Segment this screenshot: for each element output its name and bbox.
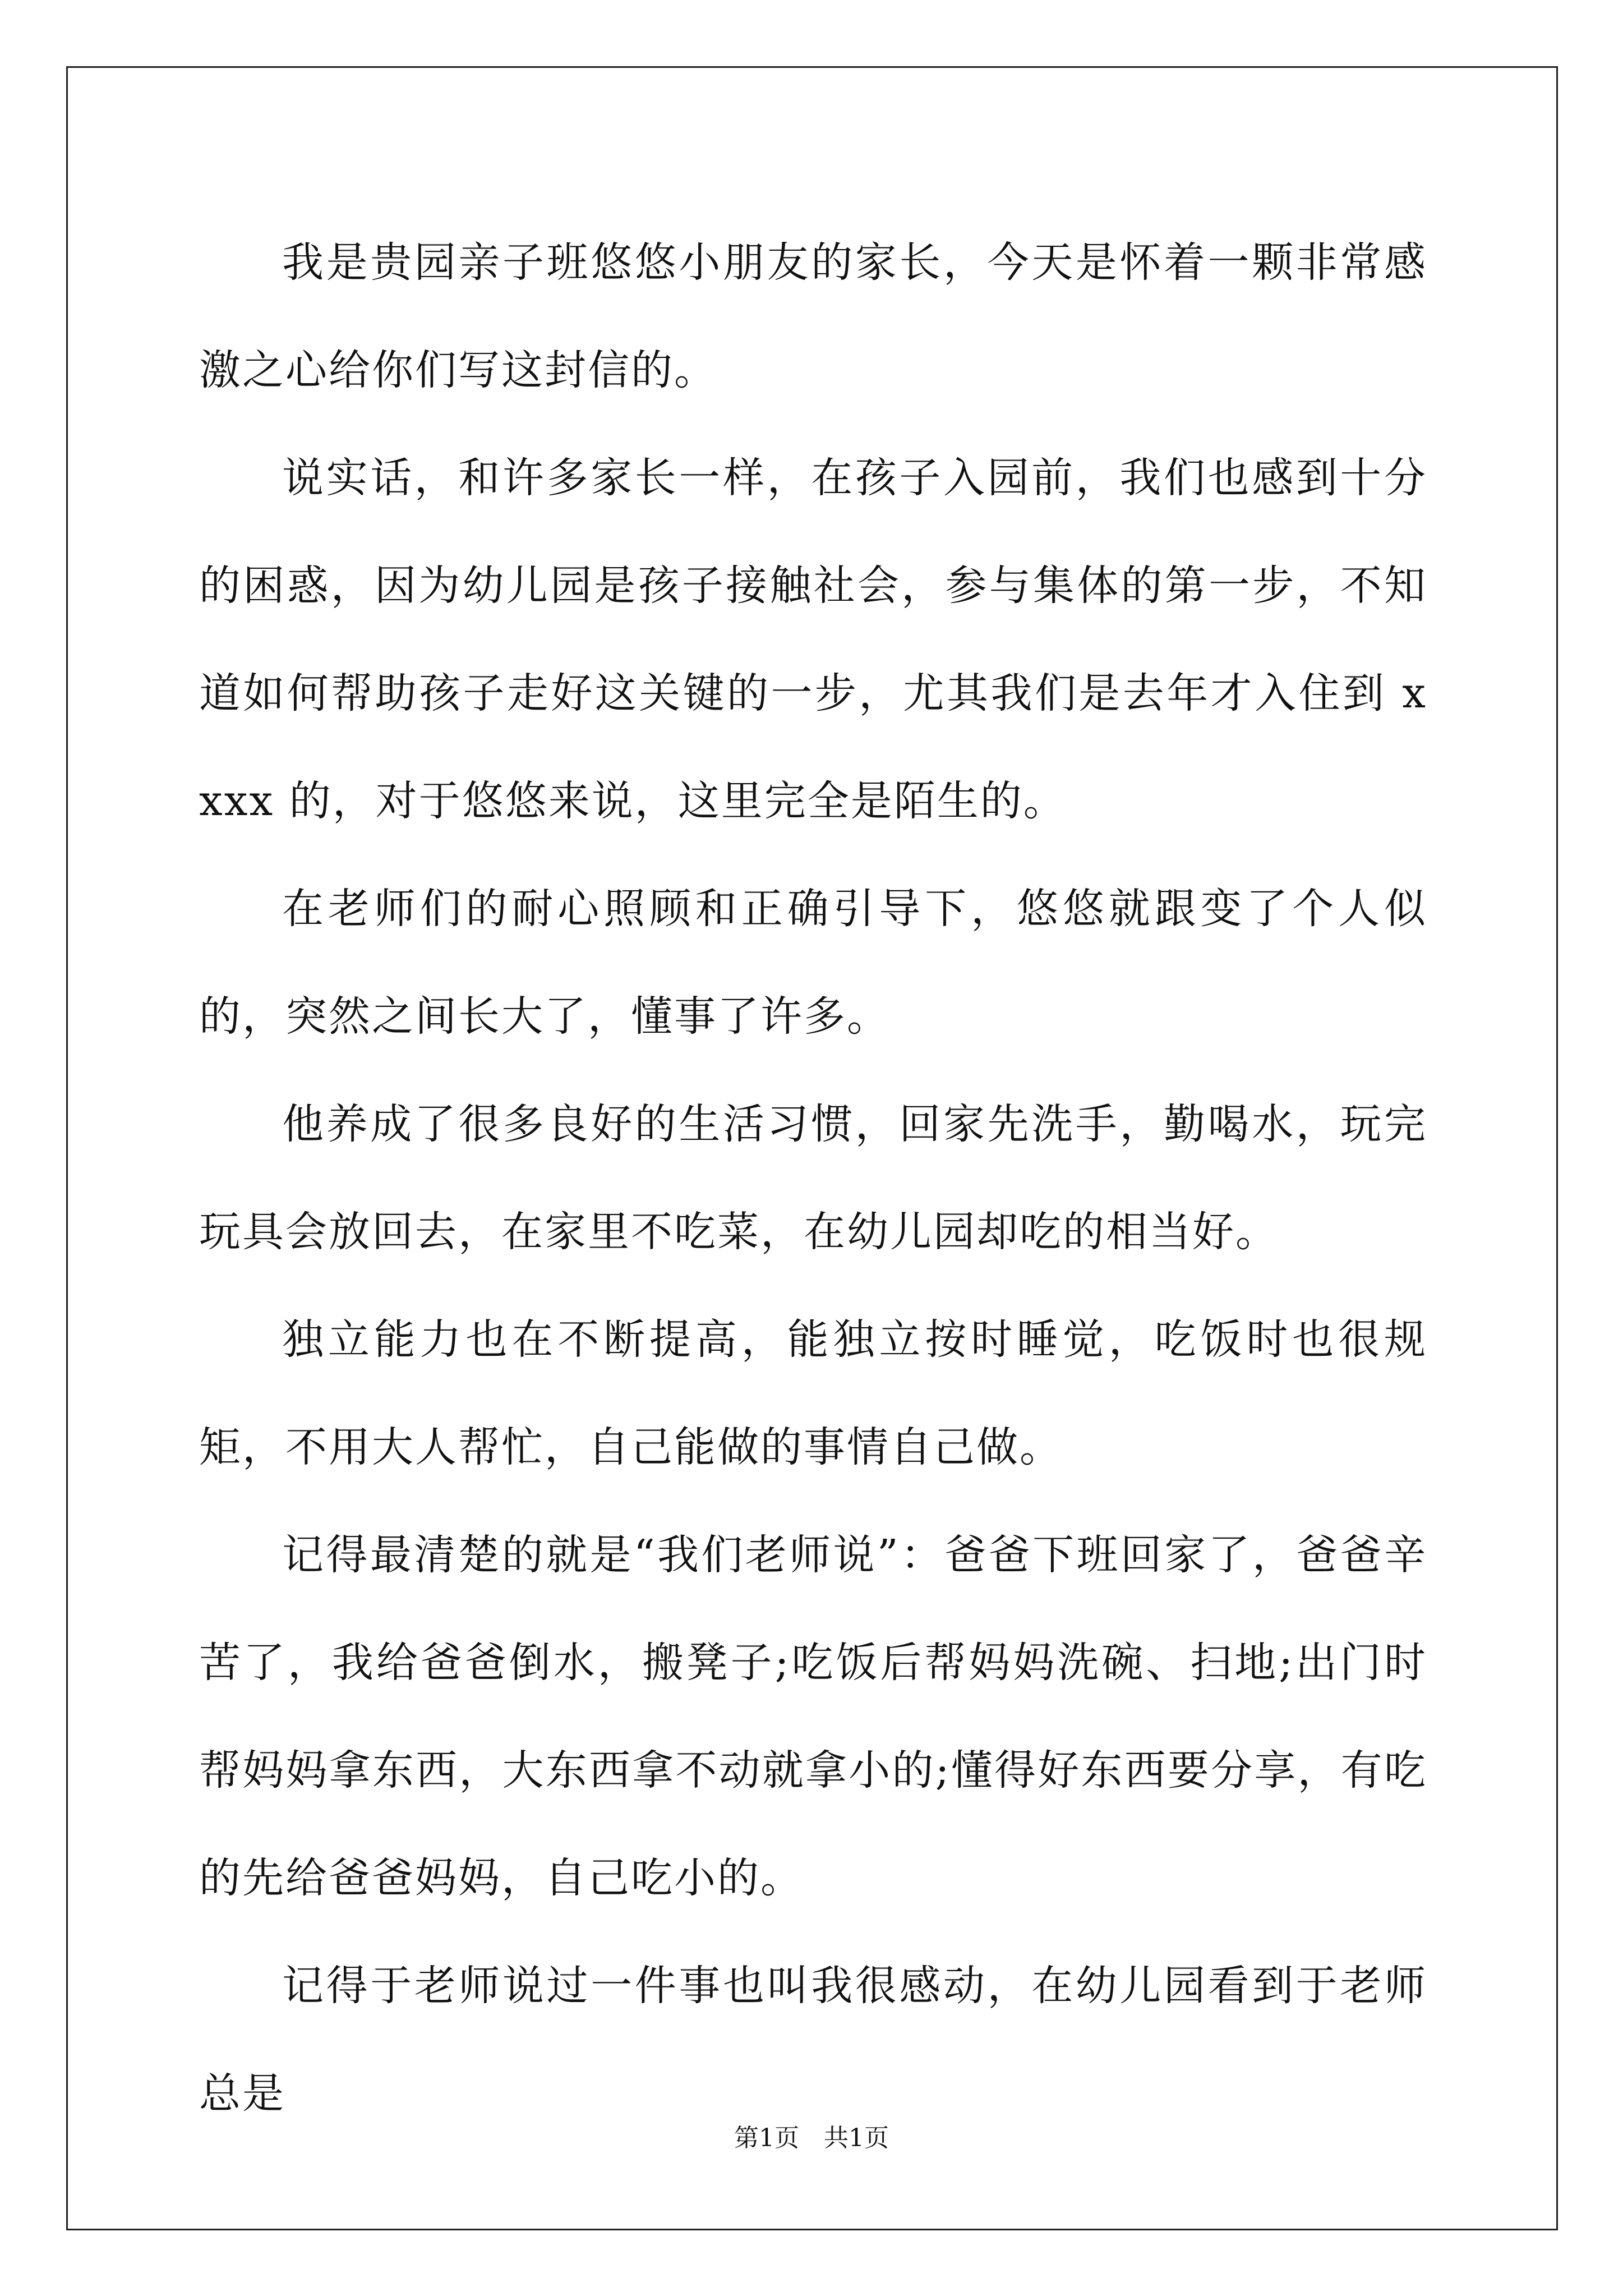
paragraph: 独立能力也在不断提高，能独立按时睡觉，吃饭时也很规矩，不用大人帮忙，自己能做的事情自己做。: [199, 1315, 1427, 1471]
paragraph: 说实话，和许多家长一样，在孩子入园前，我们也感到十分的困惑，因为幼儿园是孩子接触社会，参与集体的第一步，不知道如何帮助孩子走好这关键的一步，尤其我们是去年才入住到 xxxx 的，对于悠悠来说，这里完全是陌生的。: [199, 454, 1427, 825]
paragraph: 他养成了很多良好的生活习惯，回家先洗手，勤喝水，玩完玩具会放回去，在家里不吃菜，在幼儿园却吃的相当好。: [199, 1100, 1427, 1256]
page-number-current: 第1页: [734, 2124, 799, 2152]
paragraph: 记得于老师说过一件事也叫我很感动，在幼儿园看到于老师总是: [199, 1962, 1427, 2118]
page-footer: [0, 2122, 1623, 2155]
paragraph: 在老师们的耐心照顾和正确引导下，悠悠就跟变了个人似的，突然之间长大了，懂事了许多。: [199, 885, 1427, 1041]
paragraph: 我是贵园亲子班悠悠小朋友的家长，今天是怀着一颗非常感激之心给你们写这封信的。: [199, 238, 1427, 394]
document-body: [199, 209, 1427, 2147]
paragraph: 记得最清楚的就是“我们老师说”：爸爸下班回家了，爸爸辛苦了，我给爸爸倒水，搬凳子;吃饭后帮妈妈洗碗、扫地;出门时帮妈妈拿东西，大东西拿不动就拿小的;懂得好东西要分享，有吃的先给爸爸妈妈，自己吃小的。: [199, 1531, 1427, 1902]
page-number-total: 共1页: [824, 2124, 889, 2152]
